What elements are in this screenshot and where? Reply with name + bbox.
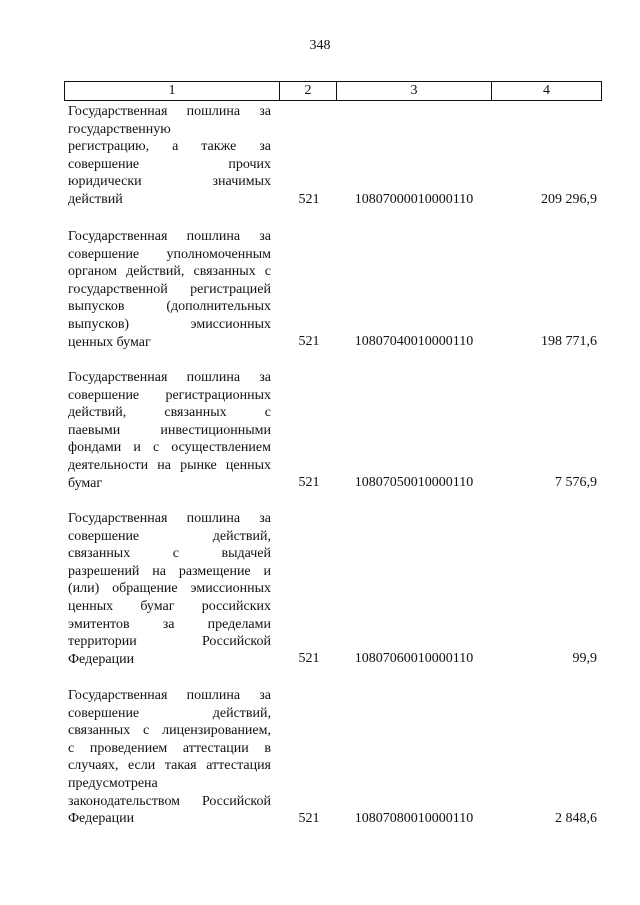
description-line: случаях, если такая аттестация (68, 758, 271, 774)
row-description (68, 510, 271, 668)
page-number: 348 (309, 38, 331, 53)
description-line: действий, связанных с (68, 405, 271, 421)
description-line: Государственная пошлина за (68, 229, 271, 244)
budget-classification-code: 10807040010000110 (354, 334, 474, 350)
description-line: деятельности на рынке ценных (68, 457, 271, 473)
description-line: бумаг (68, 475, 103, 491)
description-line: Государственная пошлина за (68, 511, 271, 526)
description-line: совершение регистрационных (68, 387, 271, 403)
description-line: (или) обращение эмиссионных (68, 581, 271, 597)
description-line: связанных с выдачей (68, 546, 271, 562)
admin-code: 521 (298, 192, 320, 208)
table-header-row (64, 81, 602, 101)
table-row (64, 510, 602, 668)
table-row (64, 103, 602, 209)
description-line: регистрацию, а также за (68, 139, 271, 155)
description-line: органом действий, связанных с (68, 264, 271, 280)
description-line: фондами и с осуществлением (68, 440, 271, 456)
description-line: территории Российской (68, 634, 271, 650)
description-line: связанных с лицензированием, (68, 723, 271, 739)
table-row (64, 687, 602, 828)
header-col-2: 2 (280, 82, 337, 100)
table-row (64, 369, 602, 492)
description-line: выпусков (дополнительных (68, 299, 271, 315)
description-line: Государственная пошлина за (68, 104, 271, 119)
admin-code: 521 (298, 811, 320, 827)
description-line: совершение действий, (68, 528, 271, 544)
description-line: юридически значимых (68, 174, 271, 190)
row-description (68, 103, 271, 209)
description-line: ценных бумаг (68, 334, 151, 350)
row-description (68, 687, 271, 828)
admin-code: 521 (298, 475, 320, 491)
budget-classification-code: 10807000010000110 (354, 192, 474, 208)
amount: 99,9 (572, 651, 597, 667)
amount: 198 771,6 (541, 334, 597, 350)
header-col-1: 1 (65, 82, 280, 100)
description-line: государственной регистрацией (68, 281, 271, 297)
description-line: действий (68, 191, 123, 207)
budget-classification-code: 10807050010000110 (354, 475, 474, 491)
description-line: Государственная пошлина за (68, 370, 271, 385)
description-line: Федерации (68, 651, 135, 667)
description-line: разрешений на размещение и (68, 563, 271, 579)
description-line: государственную (68, 121, 171, 137)
header-col-4: 4 (543, 83, 550, 98)
description-line: совершение прочих (68, 156, 271, 172)
description-line: с проведением аттестации в (68, 740, 271, 756)
description-line: совершение действий, (68, 705, 271, 721)
amount: 7 576,9 (555, 475, 597, 491)
description-line: совершение уполномоченным (68, 246, 271, 262)
amount: 2 848,6 (555, 811, 597, 827)
description-line: Федерации (68, 811, 135, 827)
header-col-3: 3 (337, 82, 492, 100)
description-line: паевыми инвестиционными (68, 422, 271, 438)
amount: 209 296,9 (541, 192, 597, 208)
description-line: предусмотрена (68, 775, 158, 791)
budget-classification-code: 10807060010000110 (354, 651, 474, 667)
table-row (64, 228, 602, 351)
description-line: Государственная пошлина за (68, 688, 271, 703)
description-line: ценных бумаг российских (68, 598, 271, 614)
admin-code: 521 (298, 651, 320, 667)
row-description (68, 369, 271, 492)
description-line: эмитентов за пределами (68, 616, 271, 632)
description-line: законодательством Российской (68, 793, 271, 809)
budget-classification-code: 10807080010000110 (354, 811, 474, 827)
row-description (68, 228, 271, 351)
description-line: выпусков) эмиссионных (68, 316, 271, 332)
admin-code: 521 (298, 334, 320, 350)
